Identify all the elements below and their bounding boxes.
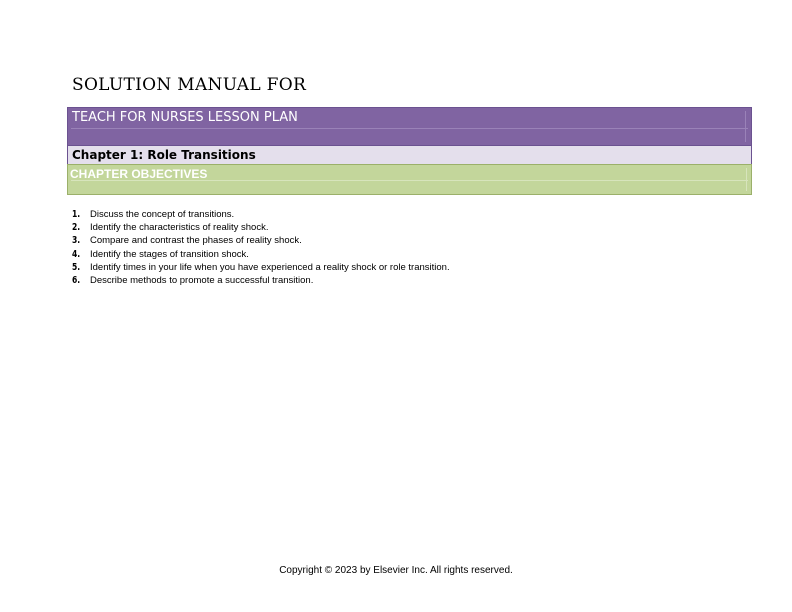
list-item-number: 5. bbox=[72, 261, 81, 273]
copyright-footer: Copyright © 2023 by Elsevier Inc. All rights reserved. bbox=[279, 565, 513, 576]
list-item-number: 1. bbox=[72, 209, 81, 220]
list-item bbox=[72, 234, 450, 247]
list-item bbox=[72, 221, 450, 234]
objectives-list bbox=[72, 208, 450, 287]
document-title: SOLUTION MANUAL FOR bbox=[72, 75, 307, 95]
lesson-plan-title: TEACH FOR NURSES LESSON PLAN bbox=[72, 110, 298, 125]
list-item-text: Identify the stages of transition shock. bbox=[90, 248, 249, 260]
list-item-text: Compare and contrast the phases of reality shock. bbox=[90, 235, 302, 247]
chapter-title: Chapter 1: Role Transitions bbox=[72, 148, 256, 162]
list-item-number: 6. bbox=[72, 274, 81, 286]
list-item bbox=[72, 261, 450, 274]
list-item-number: 2. bbox=[72, 222, 81, 234]
objectives-heading: CHAPTER OBJECTIVES bbox=[70, 167, 208, 181]
list-item-number: 4. bbox=[72, 248, 81, 260]
list-item bbox=[72, 274, 450, 287]
lesson-plan-header bbox=[67, 107, 752, 146]
list-item bbox=[72, 208, 450, 221]
list-item-text: Discuss the concept of transitions. bbox=[90, 209, 235, 220]
list-item-text: Describe methods to promote a successful transition. bbox=[90, 274, 314, 286]
list-item-text: Identify times in your life when you have experienced a reality shock or role transition. bbox=[90, 261, 450, 273]
list-item bbox=[72, 248, 450, 261]
lesson-plan-table bbox=[67, 107, 752, 195]
list-item-number: 3. bbox=[72, 235, 81, 247]
list-item-text: Identify the characteristics of reality shock. bbox=[90, 222, 269, 234]
chapter-row bbox=[67, 146, 752, 164]
objectives-section-header bbox=[67, 164, 752, 195]
